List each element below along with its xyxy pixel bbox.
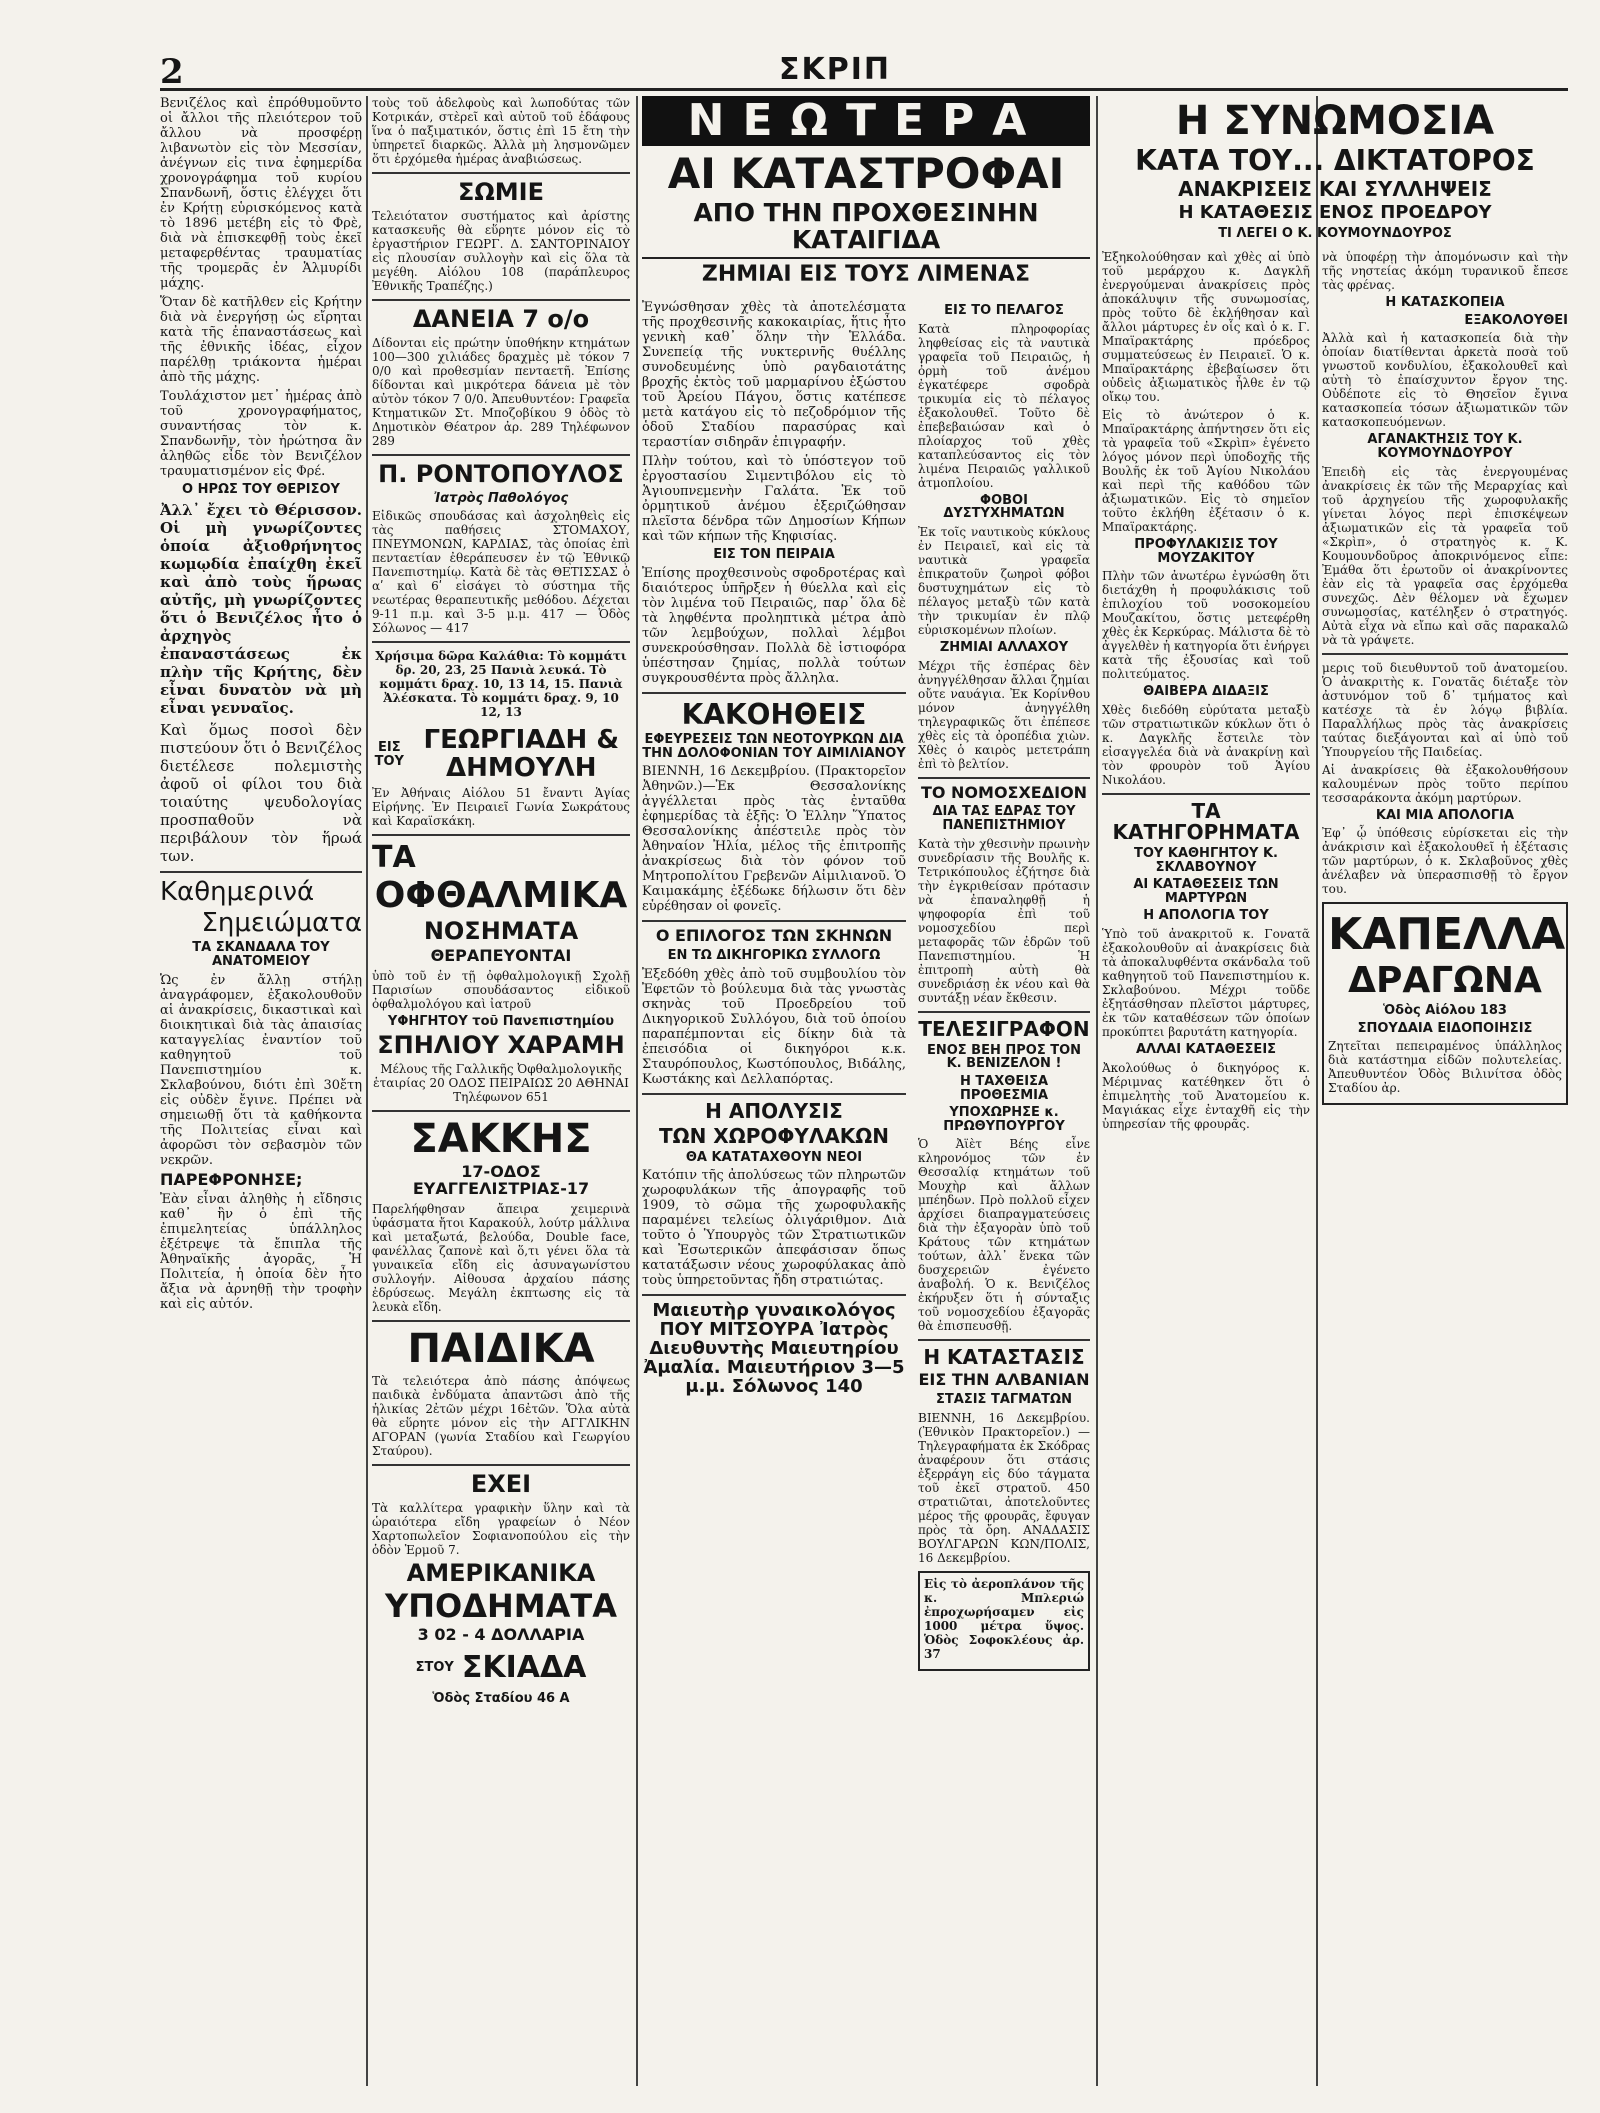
ad-text: Ἐν Ἀθήναις Αἰόλου 51 ἔναντι Ἁγίας Εἰρήνης. Ἐν Πειραιεῖ Γωνία Σωκράτους καὶ Καραϊσκάκη. [372,785,630,828]
ad-text: Μέλους τῆς Γαλλικῆς Ὀφθαλμολογικῆς ἑταιρίας 20 ΟΔΟΣ ΠΕΙΡΑΙΩΣ 20 ΑΘΗΝΑΙ Τηλέφωνον 651 [373,1061,629,1104]
column-6 [1322,250,1568,2086]
headline-sub: ΤΟΥ ΚΑΘΗΓΗΤΟΥ Κ. ΣΚΛΑΒΟΥΝΟΥ [1134,845,1278,875]
ad-text: Εἰδικῶς σπουδάσας καὶ ἀσχοληθεὶς εἰς τὰς παθήσεις ΣΤΟΜΑΧΟΥ, ΠΝΕΥΜΟΝΩΝ, ΚΑΡΔΙΑΣ, τὰς ὁποίας ἐπὶ πενταετίαν ἐθεράπευσεν ἐν τῷ Ἐθνικῷ Πανεπιστημίῳ. Κατὰ δὲ τὰς ΘΕΤΙΣΣΑΣ ὁ αʹ καὶ 6ʹ εἰσάγει τὸ σύστημα τῆς νεωτέρας θεραπευτικῆς μεθόδου. Δέχεται 9-11 π.μ. καὶ 3-5 μ.μ. 417 — Ὁδὸς Σόλωνος — 417 [372,509,630,636]
headline-sub: Η ΚΑΤΑΘΕΣΙΣ ΕΝΟΣ ΠΡΟΕΔΡΟΥ [1178,202,1492,224]
divider [1102,793,1310,795]
article-text: Ἐξηκολούθησαν καὶ χθὲς αἱ ὑπὸ τοῦ μεράρχου κ. Δαγκλῆ ἐνεργούμεναι ἀνακρίσεις πρὸς ἀποκάλυψιν τῆς συνωμοσίας, πρὸς τοῦτο δὲ ἐκλήθησαν καὶ ἄλλοι μάρτυρες ἐν οἷς καὶ ὁ κ. Γ. Μπαϊρακτάρης πρόεδρος συμματεύσεως ἐν Πειραιεῖ. Ὁ κ. Μπαϊρακτάρης ἐβεβαίωσεν ὅτι οὐδεὶς ἀξιωματικὸς ἦλθε ἐν τῷ οἴκῳ του. [1102,250,1310,404]
article-text: Ἐγνώσθησαν χθὲς τὰ ἀποτελέσματα τῆς προχθεσινῆς κακοκαιρίας, ἥτις ἦτο γενικὴ καθ᾽ ὅλην τὴν Ἑλλάδα. Συνεπείᾳ τῆς νυκτερινῆς θυέλλης συνοδευμένης ὑπὸ ραγδαιοτάτης βροχῆς ἐκτὸς τοῦ μαρμαρίνου ἐξώστου τοῦ Ἀρείου Πάγου, ὅστις κατέπεσε μετὰ κατάγου εἰς τὸ πεζοδρόμιον τῆς ὁδοῦ Σταδίου παρασύρας καὶ τεραστίαν σιδηρᾶν ἐπιγραφήν. [642,300,906,450]
right-header [1102,96,1568,246]
divider [918,1011,1090,1013]
headline: Η ΣΥΝΩΜΟΣΙΑ [1175,98,1495,144]
ad-box [918,1571,1090,1671]
section-heading: Ο ΗΡΩΣ ΤΟΥ ΘΕΡΙΣΟΥ [182,482,340,497]
section-heading: ΕΙΣ ΤΟ ΠΕΛΑΓΟΣ [944,303,1064,318]
column-2-ads [372,96,630,2086]
article-text: Κατὰ πληροφορίας ληφθείσας εἰς τὰ ναυτικὰ γραφεῖα τοῦ Πειραιῶς, ἡ ὀρμὴ τοῦ ἀνέμου ἐγκατέφερε σφοδρὰ τρικυμία εἰς τὸ πέλαγος ἐξακολουθεῖ. Τοῦτο δὲ ἐπεβεβαιώσαν καὶ ὁ πλοίαρχος τοῦ χθὲς καταπλεύσαντος εἰς τὸν λιμένα Πειραιῶς γαλλικοῦ ἀτμοπλοίου. [918,321,1090,490]
divider [372,1320,630,1322]
headline: ΚΑΤΑ ΤΟΥ... ΔΙΚΤΑΤΟΡΟΣ [1135,144,1535,177]
ad-title: Μαιευτὴρ γυναικολόγος ΠΟΥ ΜΙΤΣΟΥΡΑ Ἰατρὸς Διευθυντὴς Μαιευτηρίου Ἀμαλία. Μαιευτήριον 3—5 μ.μ. Σόλωνος 140 [643,1300,905,1397]
article-text: Πλὴν τούτου, καὶ τὸ ὑπόστεγον τοῦ ἐργοστασίου Σιμεντιβόλου εἰς τὸ Ἁγιουπνεμενὴν Γαλάτα. Ἐκ τοῦ ὀρμητικοῦ ἀνέμου ἐξεριζώθησαν πλεῖστα δένδρα τῶν Δημοσίων Κήπων καὶ τῶν κήπων τῆς Κηφισίας. [642,454,906,544]
section-heading: Η ΚΑΤΑΣΚΟΠΕΙΑ [1385,295,1505,310]
ad-text: Ζητεῖται πεπειραμένος ὑπάλληλος διὰ κατάστημα εἰδῶν πολυτελείας. Ἀπευθυντέον Ὁδὸς Βιλινίτσα ὀδὸς Σταδίου ἀρ. [1328,1039,1562,1096]
section-heading: ΦΟΒΟΙ ΔΥΣΤΥΧΗΜΑΤΩΝ [943,492,1065,522]
headline-sub: ΕΝΟΣ ΒΕΗ ΠΡΟΣ ΤΟΝ Κ. ΒΕΝΙΖΕΛΟΝ ! [926,1042,1082,1072]
divider [372,172,630,174]
headline: Η ΚΑΤΑΣΤΑΣΙΣ [923,1345,1085,1370]
divider [642,692,906,694]
ad-subtitle: ΣΠΟΥΔΑΙΑ ΕΙΔΟΠΟΙΗΣΙΣ [1357,1020,1533,1036]
article-text: Ἀκολούθως ὁ δικηγόρος κ. Μέριμνας κατέθηκεν ὅτι ὁ ἐπιμελητὴς τοῦ Ἀνατομείου κ. Μαγιάκας εἶχε ἐνταχθῆ εἰς τὴν ὑπηρεσίαν τῆς φρουρᾶς. [1102,1060,1310,1131]
ad-title: ΓΕΩΡΓΙΑΔΗ & ΔΗΜΟΥΛΗ [423,725,620,783]
ad-title: 3 02 - 4 ΔΟΛΛΑΡΙΑ [417,1625,585,1645]
article-text: Ἐκ τοῖς ναυτικοὺς κύκλους ἐν Πειραιεῖ, καὶ εἰς τὰ ναυτικὰ γραφεῖα ἐπικρατοῦν ζωηροὶ φόβοι δυστυχημάτων εἰς τὸ πέλαγος μεταξὺ τῶν κατὰ τὴν τρικυμίαν ἐν πλῷ εὑρισκομένων πλοίων. [918,524,1090,637]
article-text: Χθὲς διεδόθη εὐρύτατα μεταξὺ τῶν στρατιωτικῶν κύκλων ὅτι ὁ κ. Δαγκλῆς ἔστειλε τὸν εἰσαγγελέα διὰ νὰ ἀνακρίνῃ καὶ τὸν φρουρὸν τοῦ Ἁγίου Νικολάου. [1102,702,1310,787]
column-3 [642,300,906,2086]
ad-title: ΠΑΙΔΙΚΑ [407,1325,595,1372]
article-text: Ὑπὸ τοῦ ἀνακριτοῦ κ. Γονατᾶ ἐξακολουθοῦν αἱ ἀνακρίσεις διὰ τὰ ἀποκαλυφθέντα σκάνδαλα τοῦ καθηγητοῦ τοῦ Πανεπιστημίου κ. Σκλαβούνου. Μέχρι τοῦδε ἐξητάσθησαν πλεῖστοι μάρτυρες, ἐκ τῶν καταθέσεων τῶν ὁποίων προκύπτει βαρυτάτη κατηγορία. [1102,927,1310,1040]
ad-title: ΕΧΕΙ [470,1469,532,1498]
ad-title: ΟΦΘΑΛΜΙΚΑ [374,875,628,917]
article-text: Κατόπιν τῆς ἀπολύσεως τῶν πληρωτῶν χωροφυλάκων τῆς ἀπογραφῆς τοῦ 1909, τὸ σῶμα τῆς χωροφυλακῆς παραμένει τελείως ὀλιγάριθμον. Διὰ τοῦτο ὁ Ὑπουργὸς τῶν Στρατιωτικῶν καὶ Ἐσωτερικῶν ἀπεφάσισαν ὅπως κατατάξωσιν νέους χωροφύλακας ἀπὸ τοὺς ὑπηρετοῦντας ἤδη στρατιώτας. [642,1168,906,1289]
article-text: Ἐπειδὴ εἰς τὰς ἐνεργουμένας ἀνακρίσεις ἐκ τῶν τῆς Μεραρχίας καὶ τοῦ ἀρχηγείου τῆς χωροφυλακῆς γίνεται λόγος περὶ ἐπισκέψεων ἀξιωματικῶν εἰς τὰ γραφεῖα τοῦ «Σκρὶπ», ὁ στρατηγὸς κ. Κ. Κουμουνδοῦρος ἀποκρινόμενος εἶπε: Ἐμάθα ὅτι ἐρωτοῦν οἱ ἀνακρίνοντες ἐὰν εἰς τὰ γραφεῖα σας ἐρχόμεθα συνεχῶς. Δὲν θέλομεν νὰ ἔχωμεν συνωμοσίας, κατέληξεν ὁ στρατηγός. Αὐτὰ εἶχα νὰ εἴπω καὶ σᾶς παρακαλῶ νὰ τὰ γράψετε. [1322,464,1568,647]
article-text: Ὅταν δὲ κατῆλθεν εἰς Κρήτην διὰ νὰ ἐνεργήσῃ ὡς εἴρηται κατὰ τῆς ἐπαναστάσεως καὶ τῆς ἐθνικῆς ἰδέας, εἶχον παρέλθῃ τριάκοντα ἡμέραι ἀπὸ τῆς μάχης. [160,295,362,385]
column-5 [1102,250,1310,2086]
ad-subtitle: ΥΦΗΓΗΤΟΥ τοῦ Πανεπιστημίου [387,1014,615,1030]
headline: ΤΑ ΚΑΤΗΓΟΡΗΜΑΤΑ [1112,798,1300,844]
section-subheading: ΕΞΑΚΟΛΟΥΘΕΙ [1464,312,1568,328]
ad-title: ΑΜΕΡΙΚΑΝΙΚΑ [406,1558,596,1587]
ad-title: Π. ΡΟΝΤΟΠΟΥΛΟΣ [378,460,624,489]
divider [372,1110,630,1112]
article-text: ΒΙΕΝΝΗ, 16 Δεκεμβρίου. (Πρακτορεῖον Ἀθηνῶν.)—Ἐκ Θεσσαλονίκης ἀγγέλλεται πρὸς τὰς ἐνταῦθα ἐφημερίδας τὰ ἑξῆς: Ὁ Ἐλλην Ὕπατος Θεσσαλονίκης ἀπέστειλε πρὸς τὸν Ἀθηναίον Ἠλία, μέλος τῆς ἐπιτροπῆς ἀνακρίσεως διὰ τὸν φόνον τοῦ Μητροπολίτου Γρεβενῶν Αἰμιλιανοῦ. Ὁ Καιμακάμης ἐξέδωκε δήλωσιν ὅτι δὲν εὑρέθησαν οἱ φονεῖς. [642,764,906,915]
article-text: τοὺς τοῦ ἀδελφοὺς καὶ λωποδύτας τῶν Κοτρικάν, στὲρεῖ καὶ αὐτοῦ τοῦ ἐδάφους ἵνα ὁ παξιματικόν, ὅστις ἐπὶ 15 ἔτη τὴν ὑπηρετεῖ διαρκῶς. Ἀλλὰ μὴ λησμονῶμεν ὅτι ἐρχόμεθα ἡμέρας ἀναβιώσεως. [372,96,630,166]
article-text: Πλὴν τῶν ἀνωτέρω ἐγνώσθη ὅτι διετάχθη ἡ προφυλάκισις τοῦ ἐπιλοχίου τοῦ νοσοκομείου Μουζακίτου, ὅστις μετεφέρθη χθὲς ἐκ Κερκύρας. Μάλιστα δὲ τὸ ἀγγελθὲν ἡ κατηγορία ὅτι ἐνήργει κατὰ τῆς ἐξουσίας καὶ τοῦ πολιτεύματος. [1102,569,1310,682]
headline: ΤΩΝ ΧΩΡΟΦΥΛΑΚΩΝ [658,1123,890,1148]
ad-title: ΥΠΟΔΗΜΑΤΑ [385,1586,617,1625]
ad-title: ΚΑΠΕΛΛΑ [1328,909,1566,961]
ad-text: Εἰς τὸ ἀεροπλάνον τῆς κ. Μπλεριώ ἐπροχωρήσαμεν εἰς 1000 μέτρα ὕψος. Ὁδὸς Σοφοκλέους ἀρ. 37 [924,1576,1084,1661]
ad-title: ΝΟΣΗΜΑΤΑ [423,917,579,946]
section-heading: ΕΙΣ ΤΟΝ ΠΕΙΡΑΙΑ [713,547,835,562]
article-text: Ἐὰν εἶναι ἀληθὴς ἡ εἴδησις καθ᾽ ἣν ὁ ἐπὶ τῆς ἐπιμελητείας ὑπάλληλος ἐξέτρεψε τὰ ἔπιπλα τῆς Ἀθηναϊκῆς ἀγορᾶς, Ἡ Πολιτεία, ἡ ὁποία δὲν ἦτο ἄξια νὰ ἀρνηθῇ τὴν τροφὴν καὶ εἰς αὐτόν. [160,1192,362,1313]
divider [372,299,630,301]
article-text: Καὶ ὅμως ποσοὶ δὲν πιστεύουν ὅτι ὁ Βενιζέλος διετέλεσε πολεμιστὴς ἀφοῦ οἱ φίλοι του διὰ τοιαύτης ψευδολογίας προσπαθοῦν νὰ περιβάλουν τὸν ἥρωά των. [160,720,362,865]
article-text: μερις τοῦ διευθυντοῦ τοῦ ἀνατομείου. Ὁ ἀνακριτὴς κ. Γονατᾶς διέταξε τὸν ἀστυνόμον τοῦ δ᾽ τμήματος καὶ κατέσχε τὰ ἐν λόγῳ βιβλία. Παραλλήλως πρὸς τὰς ἀνακρίσεις ταύτας διεξάγονται καὶ αἱ ὑπὸ τοῦ Ὑπουργείου τῆς Παιδείας. [1322,660,1568,759]
headline-sub: Η ΤΑΧΘΕΙΣΑ ΠΡΟΘΕΣΜΙΑ [959,1073,1049,1103]
headline: ΑΙ ΚΑΤΑΣΤΡΟΦΑΙ [667,149,1065,199]
ad-text: Δίδονται εἰς πρώτην ὑποθήκην κτημάτων 100—300 χιλιάδες δραχμὲς μὲ τόκον 7 0/0 καὶ προθεσμίαν πενταετῆ. Ἐπίσης δίδονται καὶ μικρότερα δάνεια μὲ τὸν αὐτὸν τόκον 7 0/0. Ἀπευθυντέον: Γραφεῖα Κτηματικῶν Στ. Μποζοβίκου 9 ὁδὸς τὸ Δημοτικὸν Θέατρον ἀρ. 289 Τηλέφωνον 289 [372,336,630,449]
article-text: Βενιζέλος καὶ ἐπρόθυμοῦντο οἱ ἄλλοι τῆς πλειότερον τοῦ ἄλλου νὰ προσφέρῃ λιβανωτὸν εἰς τὸν Μεσσίαν, ἀνέγνων εἰς τινα ἐφημερίδα χρονογράφημα τοῦ κυρίου Σπανδωνῆ, ὅστις ἐλέγχει ὅτι ἐν Κρήτῃ εὑρισκόμενος κατὰ τὸ 1896 μετέβη εἰς τὸ Φρὲ, διὰ νὰ ἐπισκεφθῇ τοὺς ἐκεῖ μεταφερθέντας τραυματίας τῆς τρομερᾶς ἐν Ἁλμυρίδι μάχης. [160,96,362,291]
ad-kapella [1322,902,1568,1105]
article-text: Αἱ ἀνακρίσεις θὰ ἐξακολουθήσουν καλουμένων πρὸς τοῦτο περίπου τεσσαράκοντα ἀκόμη μαρτύρων. [1322,762,1568,805]
divider [642,1294,906,1296]
header-rule [160,88,1568,91]
column-rule [1316,96,1318,2086]
headline-sub: ΔΙΑ ΤΑΣ ΕΔΡΑΣ ΤΟΥ ΠΑΝΕΠΙΣΤΗΜΙΟΥ [932,804,1076,833]
ad-title: ΔΡΑΓΩΝΑ [1348,960,1542,1002]
section-heading: ΖΗΜΙΑΙ ΑΛΛΑΧΟΥ [939,639,1069,655]
ad-text: Τελειότατον συστήματος καὶ ἀρίστης κατασκευῆς θὰ εὕρητε μόνον εἰς τὸ ἐργαστήριον ΓΕΩΡΓ. Δ. ΣΑΝΤΟΡΙΝΑΙΟΥ εἰς πλουσίαν συλλογὴν καὶ εἰς ὅλα τὰ μεγέθη. Αἰόλου 108 (παράπλευρος Ἐθνικῆς Τραπέζης.) [372,209,630,294]
article-text: Ἀλλὰ καὶ ἡ κατασκοπεία διὰ τὴν ὁποίαν διατίθενται ἀρκετὰ ποσὰ τοῦ γνωστοῦ κονδυλίου, ἐξακολουθεῖ καὶ αὐτὴ τὸ ἐπαίσχυντον ἔργον της. Οὐδέποτε εἰς τὸ Θησεῖον ἔγινα κατασκοπεία τόσων ἀξιωματικῶν τῶν κατασκοπευόμενων. [1322,331,1568,430]
headline: ΤΟ ΝΟΜΟΣΧΕΔΙΟΝ [920,782,1088,802]
ad-title: ΣΠΗΛΙΟΥ ΧΑΡΑΜΗ [377,1030,625,1059]
ad-text: Παρελήφθησαν ἄπειρα χειμερινὰ ὑφάσματα ἤτοι Καρακούλ, λούτρ μάλλινα καὶ μεταξωτά, βελούδα, Double face, φανέλλας ζαπονὲ καὶ ὅ,τι γένει ὅλα τὰ γυναικεῖα εἴδη εἰς ἀσυναγωνίστου συλλογήν. Αἰθουσα ἀρχαίου πάσης ἐδρύσεως. Μεγάλη ἐκπτωσης εἰς τὰ λευκὰ εἴδη. [372,1201,630,1314]
article-text: Κατὰ τὴν χθεσινὴν πρωινὴν συνεδρίασιν τῆς Βουλῆς κ. Τετρικόπουλος ἐζήτησε διὰ τὴν ἐγκριθείσαν πρότασιν νὰ ἐπαναληφθῇ ἡ ψηφοφορία ἐπὶ τοῦ νομοσχεδίου περὶ μεταφορᾶς τῶν ἐδρῶν τοῦ Πανεπιστημίου. Ἡ ἐπιτροπὴ αὐτὴ θὰ συνεδριάσῃ ἐκ νέου καὶ θὰ συντάξῃ νέαν ἔκθεσιν. [918,836,1090,1005]
headline-sub: ΑΝΑΚΡΙΣΕΙΣ ΚΑΙ ΣΥΛΛΗΨΕΙΣ [1178,177,1492,202]
headline-sub: ΘΑ ΚΑΤΑΤΑΧΘΟΥΝ ΝΕΟΙ [685,1149,863,1165]
article-text: Τουλάχιστον μετ᾽ ἡμέρας ἀπὸ τοῦ χρονογραφήματος, συναντήσας τὸν κ. Σπανδωνῆν, τὸν ἠρώτησα ἂν ἀληθῶς εἶδε τὸν Βενιζέλον τραυματισμένον εἰς Φρέ. [160,389,362,479]
article-text: Εἰς τὸ ἀνώτερον ὁ κ. Μπαϊρακτάρης ἀπήντησεν ὅτι εἰς τὰ γραφεῖα τοῦ «Σκρὶπ» ἐγένετο λόγος μόνον περὶ ὑποδοχῆς τῆς Βουλῆς ἐκ τοῦ Ἁγίου Νικολάου καὶ περὶ τῆς καθόδου τῶν ἀξιωματικῶν. Εἰς τὸ σημεῖον τοῦτο ἐκλήθη ἐξέτασιν ὁ κ. Μπαϊρακτάρης. [1102,408,1310,534]
headline-sub: ΕΦΕΥΡΕΣΕΙΣ ΤΩΝ ΝΕΟΤΟΥΡΚΩΝ ΔΙΑ ΤΗΝ ΔΟΛΟΦΟΝΙΑΝ ΤΟΥ ΑΙΜΙΛΙΑΝΟΥ [642,732,906,761]
headline-sub: ΕΝ ΤΩ ΔΙΚΗΓΟΡΙΚΩ ΣΥΛΛΟΓΩ [667,948,881,964]
divider [372,454,630,456]
ad-address: Ὁδὸς Αἰόλου 183 [1383,1003,1507,1019]
divider [642,1093,906,1095]
ad-title: ΔΑΝΕΙΑ 7 ο/ο [412,305,590,334]
ad-text: ὑπὸ τοῦ ἐν τῇ ὀφθαλμολογικῇ Σχολῇ Παρισίων σπουδάσαντος εἰδικοῦ ὀφθαλμολόγου καὶ ἰατροῦ [372,969,630,1012]
ad-subtitle: Ἰατρὸς Παθολόγος [433,490,569,506]
ad-prefix: ΣΤΟΥ [415,1660,454,1676]
column-rule [1096,96,1098,2086]
section-heading: Η ΑΠΟΛΟΓΙΑ ΤΟΥ [1143,908,1269,924]
column-rule [366,96,368,2086]
ad-address: Ὁδὸς Σταδίου 46 A [432,1690,570,1706]
section-title: Καθημερινά [160,876,315,907]
headline-sub: ΣΤΑΣΙΣ ΤΑΓΜΑΤΩΝ [936,1392,1072,1408]
page-number: 2 [160,52,184,92]
ad-title: ΣΑΚΚΗΣ [410,1115,592,1162]
article-text: Ἐφ᾽ ᾧ ὑπόθεσις εὑρίσκεται εἰς τὴν ἀνάκρισιν καὶ ἐξακολουθεῖ ἡ ἐξέτασις τῶν μαρτύρων, ὁ κ. Σκλαβοῦνος χθὲς ἀνέλαβεν νὰ ὑπερασπισθῇ τὸ ἔργον του. [1322,826,1568,897]
column-4 [918,300,1090,2086]
headline-sub: ΥΠΟΧΩΡΗΣΕ κ. ΠΡΩΘΥΠΟΥΡΓΟΥ [943,1105,1065,1134]
section-heading: ΚΑΙ ΜΙΑ ΑΠΟΛΟΓΙΑ [1375,807,1515,823]
headline-sub: ΑΙ ΚΑΤΑΘΕΣΕΙΣ ΤΩΝ ΜΑΡΤΥΡΩΝ [1133,877,1279,906]
section-heading: ΑΛΛΑΙ ΚΑΤΑΘΕΣΕΙΣ [1135,1042,1277,1058]
section-heading: ΑΓΑΝΑΚΤΗΣΙΣ ΤΟΥ Κ. ΚΟΥΜΟΥΝΔΟΥΡΟΥ [1367,432,1523,461]
ad-prefix: ΕΙΣ ΤΟΥ [374,739,404,769]
section-heading: ΘΑΙΒΕΡΑ ΔΙΔΑΞΙΣ [1143,684,1269,700]
divider [372,641,630,643]
headline: ΚΑΚΟΗΘΕΙΣ [681,697,867,731]
headline: Η ΑΠΟΛΥΣΙΣ [705,1098,843,1123]
column-rule [636,96,638,2086]
ad-text: Τὰ τελειότερα ἀπὸ πάσης ἀπόψεως παιδικὰ ἐνδύματα ἀπαντῶσι ἀπὸ τῆς ἡλικίας 2ἐτῶν μέχρι 16ἐτῶν. Ὅλα αὐτὰ θὰ εὕρητε μόνον εἰς τὴν ΑΓΓΛΙΚΗΝ ΑΓΟΡΑΝ (γωνία Σταδίου καὶ Γεωργίου Σταύρου). [372,1373,630,1458]
divider [918,1339,1090,1341]
headline-sub: ΤΙ ΛΕΓΕΙ Ο Κ. ΚΟΥΜΟΥΝΔΟΥΡΟΣ [1218,226,1452,242]
ad-text: Τὰ καλλίτερα γραφικὴν ὕλην καὶ τὰ ὡραιότερα εἴδη γραφείων ὁ Νέον Χαρτοπωλεῖον Σοφιανοπούλου εἰς τὴν ὁδὸν Ἑρμοῦ 7. [372,1500,630,1557]
divider [372,834,630,836]
headline: ΕΙΣ ΤΗΝ ΑΛΒΑΝΙΑΝ [918,1370,1090,1390]
ad-skiada [372,1648,630,1688]
headline: ΤΕΛΕΣΙΓΡΑΦΟΝ [918,1016,1090,1041]
ad-title: 17-ΟΔΟΣ ΕΥΑΓΓΕΛΙΣΤΡΙΑΣ-17 [412,1161,590,1198]
headline-sub: ΖΗΜΙΑΙ ΕΙΣ ΤΟΥΣ ΛΙΜΕΝΑΣ [642,257,1090,286]
column-1 [160,96,362,2086]
article-text: Ἀλλ᾽ ἔχει τὸ Θέρισσον. Οἱ μὴ γνωρίζοντες ὁποία ἀξιοθρήνητος κωμῳδία ἐπαίχθη ἐκεῖ καὶ ἀπὸ τοὺς ἥρωας αὐτῆς, μὴ γνωρίζοντες ὅτι ὁ Βενιζέλος ἦτο ὁ ἀρχηγὸς ἐπαναστάσεως ἐκ πλὴν τῆς Κρήτης, δὲν εἶναι δυνατὸν νὰ μὴ εἶναι γενναῖος. [160,500,362,717]
divider [160,871,362,873]
article-text: Ἐξεδόθη χθὲς ἀπὸ τοῦ συμβουλίου τὸν Ἐφετῶν τὸ βούλευμα διὰ τὰς γνωστὰς σκηνὰς τοῦ Προεδρείου τοῦ Δικηγορικοῦ Συλλόγου, διὰ τοῦ ὁποίου παραπέμπονται εἰς δίκην διὰ τὰ ἐπεισόδια οἱ δικηγόροι κ.κ. Σταυρόπουλος, Κωστόπουλος, Βιδάλης, Κωστάκης καὶ Δελλαπόρτας. [642,966,906,1087]
center-header [642,96,1090,296]
divider [1322,653,1568,655]
section-heading: ΠΡΟΦΥΛΑΚΙΣΙΣ ΤΟΥ ΜΟΥΖΑΚΙΤΟΥ [1134,537,1278,566]
article-text: Ὁ Ἀϊὲτ Βέης εἶνε κληρονόμος τῶν ἐν Θεσσαλίᾳ κτημάτων τοῦ Μουχὴρ καὶ ἄλλων μπέηδων. Πρὸ πολλοῦ εἶχεν ἀρχίσει διαπραγματεύσεις διὰ τὴν ἐξαγορὰν ὑπὸ τοῦ Κράτους τῶν κτημάτων τούτων, ἀλλ᾽ ἕνεκα τῶν δυσχερειῶν ἐγένετο ἀναβολή. Ὁ κ. Βενιζέλος ἐκήρυξεν ὅτι ἡ σύνταξις τοῦ νομοσχεδίου ἐξαγορᾶς θὰ ἐπισπευσθῇ. [918,1137,1090,1334]
ad-title: ΘΕΡΑΠΕΥΟΝΤΑΙ [430,946,572,966]
divider [918,777,1090,779]
divider [372,1464,630,1466]
article-text: Μέχρι τῆς ἑσπέρας δὲν ἀνηγγέλθησαν ἄλλαι ζημίαι οὔτε ναυάγια. Ἐκ Κορίνθου μόνον ἀνηγγέλθη τηλεγραφικῶς ὅτι ἐπέπεσε χθὲς εἰς τὰ ὀροπέδια χιὼν. Χθὲς ὁ καιρὸς μετετράπη ἐπὶ τὸ βελτίον. [918,658,1090,771]
section-title: Σημειώματα [201,907,362,938]
article-text: Ἐπίσης προχθεσινοὺς σφοδροτέρας καὶ διαιότερος ὑπῆρξεν ἡ θύελλα καὶ εἰς τὸν λιμένα τοῦ Πειραιῶς, παρ᾽ ὅλα δὲ τὰ ληφθέντα προληπτικὰ μέτρα ἀπὸ τῶν λεμβούχων, πολλαὶ λέμβοι συνεκρούσθησαν. Πολλὰ δὲ ἱστιοφόρα ὑπέστησαν ζημίας, πολλὰ τούτων συγκρουσθέντα πρὸς ἄλληλα. [642,565,906,686]
divider [642,920,906,922]
ad-georgiadi [372,723,630,786]
article-text: νὰ ὑποφέρῃ τὴν ἀπομόνωσιν καὶ τὴν τῆς νηστείας ἀκόμη τυρανικοῦ ἔπεσε τὰς φρένας. [1322,250,1568,292]
section-heading: ΠΑΡΕΦΡΟΝΗΣΕ; [160,1169,303,1189]
ad-title: ΤΑ [372,839,416,875]
neotera-title: ΝΕΩΤΕΡΑ [642,96,1090,146]
masthead: ΣΚΡΙΠ [779,52,891,87]
article-text: Ὡς ἐν ἄλλῃ στήλῃ ἀναγράφομεν, ἐξακολουθοῦν αἱ ἀνακρίσεις, δικαστικαὶ καὶ διοικητικαὶ διὰ τὰς ἀπαισίας καταγγελίας ἐναντίον τοῦ καθηγητοῦ τοῦ Πανεπιστημίου κ. Σκλαβούνου, διότι ἐπὶ 30ἔτη εἰς οὐδὲν ἔγινε. Πρέπει νὰ σημειωθῇ ὅτι τὰ καθήκοντα τῆς Πολιτείας εἶναι καὶ ἀφορῶσι τὸν σεβασμὸν τῶν νεκρῶν. [160,972,362,1168]
section-heading: ΤΑ ΣΚΑΝΔΑΛΑ ΤΟΥ ΑΝΑΤΟΜΕΙΟΥ [192,940,330,969]
ad-title: ΣΩΜΙΕ [457,178,544,206]
headline: Ο ΕΠΙΛΟΓΟΣ ΤΩΝ ΣΚΗΝΩΝ [655,926,893,946]
article-text: ΒΙΕΝΝΗ, 16 Δεκεμβρίου. (Ἐθνικὸν Πρακτορεῖον.) — Τηλεγραφήματα ἐκ Σκόδρας ἀναφέρουν ὅτι στάσις ἐξερράγη εἰς δύο τάγματα τοῦ ἐκεῖ στρατοῦ. 450 στρατιῶται, ἀποτελοῦντες μέρος τῆς φρουρᾶς, ἔφυγαν πρὸς τὰ ὄρη. ΑΝΑΔΑΣΙΣ ΒΟΥΛΓΑΡΩΝ ΚΩΝ/ΠΟΛΙΣ, 16 Δεκεμβρίου. [918,1410,1090,1565]
ad-text: Χρήσιμα δῶρα Καλάθια: Τὸ κομμάτι δρ. 20, 23, 25 Πανιὰ λευκά. Τὸ κομμάτι δραχ. 10, 13 14, 15. Πανιὰ Ἀλέσκατα. Τὸ κομμάτι δραχ. 9, 10 12, 13 [375,649,627,720]
headline-sub: ΑΠΟ ΤΗΝ ΠΡΟΧΘΕΣΙΝΗΝ ΚΑΤΑΙΓΙΔΑ [693,198,1039,254]
ad-title: ΣΚΙΑΔΑ [461,1650,587,1686]
